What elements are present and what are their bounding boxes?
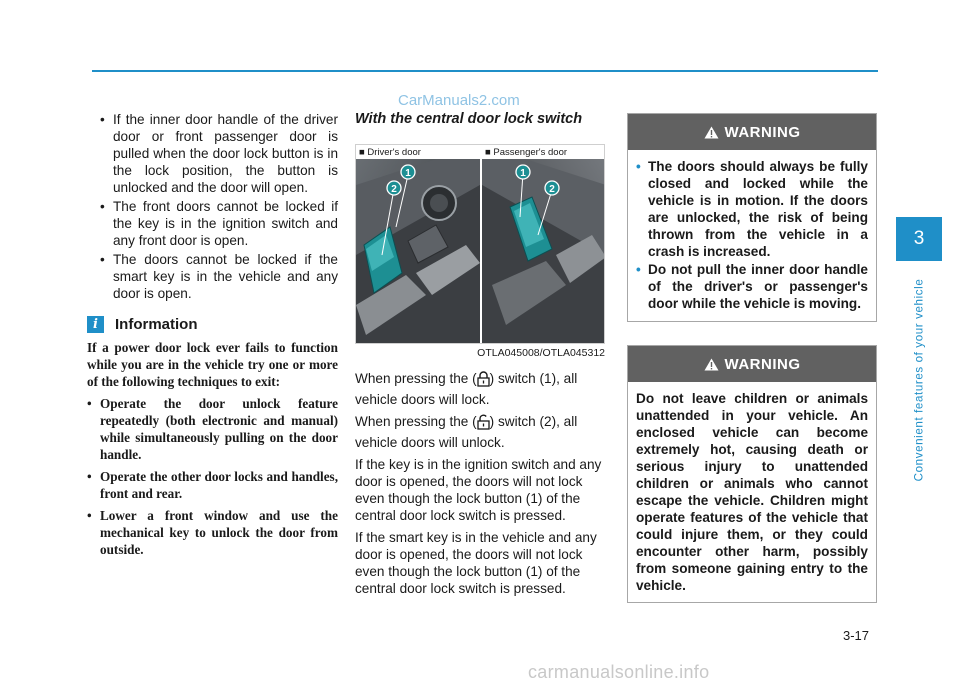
figure-caption: OTLA045008/OTLA045312 <box>477 347 605 359</box>
unlock-paragraph <box>355 413 605 451</box>
warning-body <box>628 150 876 321</box>
info-icon: i <box>87 316 104 333</box>
warning-triangle-icon <box>704 126 719 139</box>
list-item: • If the inner door handle of the driver door or front passenger door is pulled when the door lock button is in the lock position, the button is unlocked and the door will open. <box>100 111 338 196</box>
door-switch-illustration <box>356 145 605 344</box>
warning-title: WARNING <box>724 355 801 373</box>
header-rule <box>92 70 878 72</box>
chapter-label: Convenient features of your vehicle <box>912 278 926 482</box>
list-item: • The doors cannot be locked if the smart key is in the vehicle and any door is open. <box>100 251 338 302</box>
door-notes-list <box>100 111 338 302</box>
door-switch-figure <box>355 144 605 344</box>
warning-box-doors <box>627 113 877 322</box>
chapter-tab: 3 <box>896 217 942 261</box>
lock-icon <box>477 371 490 391</box>
information-text: If a power door lock ever fails to function while you are in the vehicle try one or more of the following techniques to exit: <box>87 340 338 389</box>
section-title: With the central door lock switch <box>355 111 583 127</box>
information-list <box>87 395 338 558</box>
warning-header <box>628 346 876 382</box>
unlock-text-after: ) switch (2), all vehicle doors will unlock. <box>355 414 578 450</box>
callout-2-right-number: 2 <box>549 184 555 195</box>
warning-body: Do not leave children or animals unattended in your vehicle. An enclosed vehicle can become extremely hot, causing death or serious injury to unattended children or animals who cannot escape the vehicle. Children might operate features of the vehicle that could injure them, or they could encounter other harm, possibly from someone gaining entry to the vehicle. <box>636 391 868 593</box>
warning-list <box>636 158 868 312</box>
information-heading <box>93 316 338 333</box>
left-column <box>87 111 338 563</box>
callout-1-right-number: 1 <box>520 168 526 179</box>
callout-2-left-number: 2 <box>391 184 397 195</box>
lock-text-after: ) switch (1), all vehicle doors will lock. <box>355 371 578 407</box>
warning-title: WARNING <box>724 123 801 141</box>
warning-header <box>628 114 876 150</box>
list-item: • Operate the door unlock feature repeatedly (both electronic and manual) while simultaneously pulling on the door handle. <box>87 395 338 463</box>
list-item: • Do not pull the inner door handle of the driver's or passenger's door while the vehicle is moving. <box>636 261 868 312</box>
unlock-icon <box>477 414 490 434</box>
watermark-top: CarManuals2.com <box>398 92 520 109</box>
list-item: • The doors should always be fully closed and locked while the vehicle is in motion. If the doors are unlocked, the risk of being thrown from the vehicle in a crash is increased. <box>636 158 868 260</box>
smart-key-paragraph: If the smart key is in the vehicle and any door is opened, the doors will not lock even though the lock button (1) of the central door lock switch is pressed. <box>355 530 597 596</box>
lock-paragraph <box>355 370 605 408</box>
callout-1-left-number: 1 <box>405 168 411 179</box>
drivers-door-label: ■ Driver's door <box>359 147 421 158</box>
list-item: • Lower a front window and use the mechanical key to unlock the door from outside. <box>87 507 338 558</box>
information-title: Information <box>115 316 198 333</box>
list-item: • The front doors cannot be locked if the key is in the ignition switch and any front door is open. <box>100 198 338 249</box>
middle-column <box>355 111 605 602</box>
warning-box-children <box>627 345 877 603</box>
list-item: • Operate the other door locks and handles, front and rear. <box>87 468 338 502</box>
lock-text-before: When pressing the ( <box>355 371 477 386</box>
warning-triangle-icon <box>704 358 719 371</box>
page-number: 3-17 <box>843 628 870 643</box>
ignition-paragraph: If the key is in the ignition switch and any door is opened, the doors will not lock even though the lock button (1) of the central door lock switch is pressed. <box>355 457 602 523</box>
watermark-bottom: carmanualsonline.info <box>528 662 710 682</box>
passengers-door-label: ■ Passenger's door <box>485 147 568 158</box>
unlock-text-before: When pressing the ( <box>355 414 477 429</box>
